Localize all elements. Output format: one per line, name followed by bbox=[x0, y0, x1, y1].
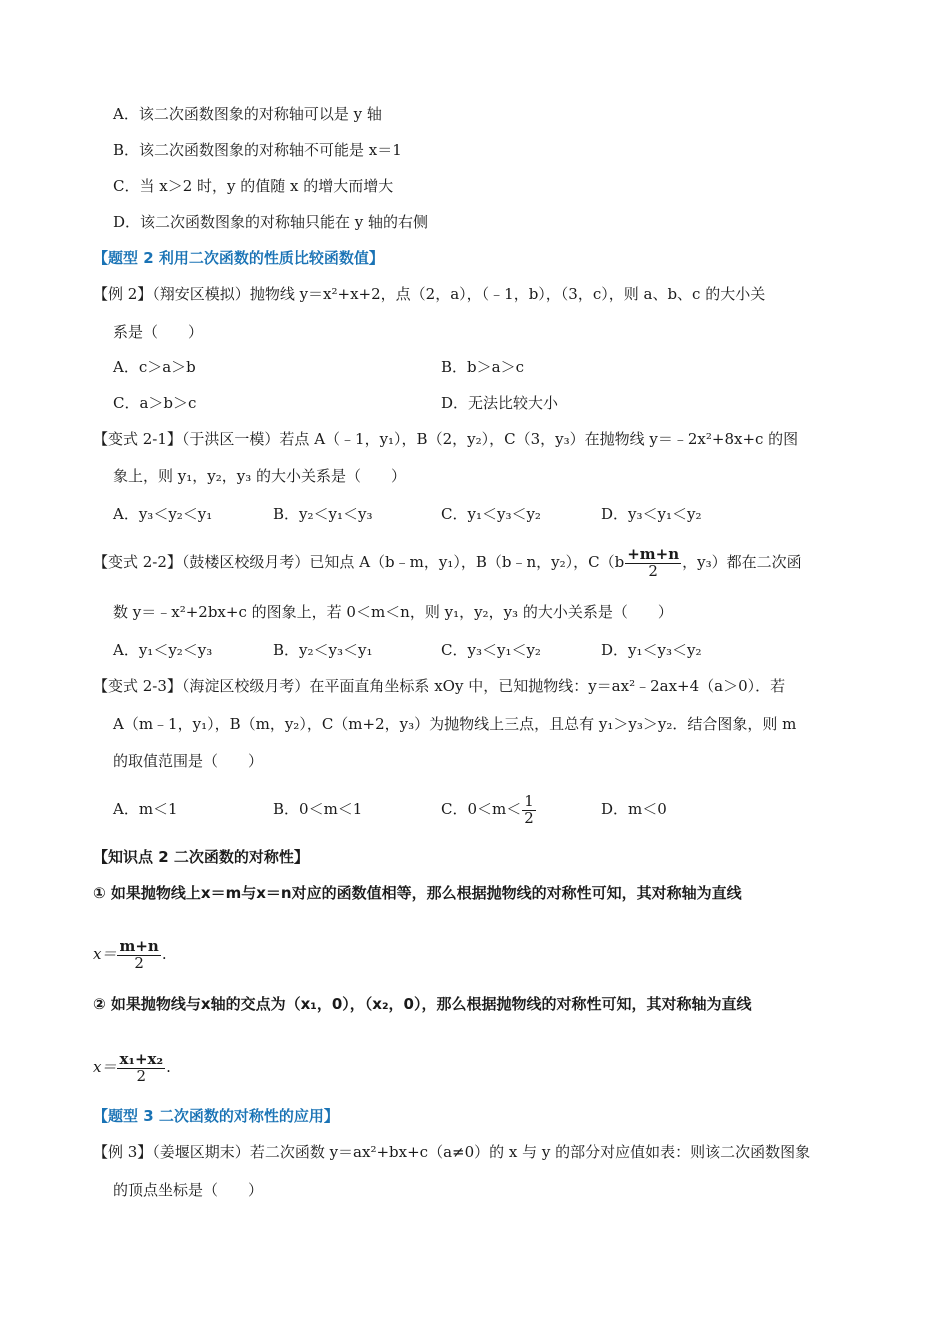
q1-option-a: A．该二次函数图象的对称轴可以是 y 轴 bbox=[113, 105, 382, 123]
v23-option-c-text: C．0＜m＜ bbox=[441, 800, 522, 818]
v23-option-a: A．m＜1 bbox=[113, 800, 178, 818]
v22-option-d: D．y₁＜y₃＜y₂ bbox=[601, 641, 702, 659]
v22-fraction bbox=[625, 544, 681, 580]
v22-option-b: B．y₂＜y₃＜y₁ bbox=[273, 641, 373, 659]
ex2-option-d: D．无法比较大小 bbox=[441, 394, 559, 412]
v23-option-b: B．0＜m＜1 bbox=[273, 800, 363, 818]
q1-option-c: C．当 x＞2 时，y 的值随 x 的增大而增大 bbox=[113, 177, 394, 195]
formula2-end: . bbox=[166, 1058, 171, 1076]
v22-stem-pre: 【变式 2-2】（鼓楼区校级月考）已知点 A（b﹣m，y₁），B（b﹣n，y₂），C（b bbox=[93, 553, 625, 571]
v22-stem-line1 bbox=[93, 540, 802, 584]
formula2-denominator: 2 bbox=[136, 1066, 147, 1085]
formula1-fraction bbox=[117, 936, 160, 972]
formula2-numerator: x₁+x₂ bbox=[119, 1049, 164, 1068]
formula1-end: . bbox=[161, 945, 167, 963]
v23-stem-line1: 【变式 2-3】（海淀区校级月考）在平面直角坐标系 xOy 中，已知抛物线：y＝ax²﹣2ax+4（a＞0）．若 bbox=[93, 677, 786, 695]
v21-option-d: D．y₃＜y₁＜y₂ bbox=[601, 505, 702, 523]
q1-option-b: B．该二次函数图象的对称轴不可能是 x＝1 bbox=[113, 141, 402, 159]
ex3-stem-line1: 【例 3】（姜堰区期末）若二次函数 y＝ax²+bx+c（a≠0）的 x 与 y 的部分对应值如表：则该二次函数图象 bbox=[93, 1143, 811, 1161]
knowledge2-point1: ① 如果抛物线上x＝m与x＝n对应的函数值相等，那么根据抛物线的对称性可知，其对称轴为直线 bbox=[93, 884, 742, 902]
formula1-denominator: 2 bbox=[134, 953, 144, 972]
v21-stem-line2: 象上，则 y₁，y₂，y₃ 的大小关系是（ ） bbox=[113, 467, 406, 485]
v22-option-c: C．y₃＜y₁＜y₂ bbox=[441, 641, 541, 659]
type2-heading: 【题型 2 利用二次函数的性质比较函数值】 bbox=[93, 249, 384, 267]
formula2-fraction bbox=[117, 1049, 165, 1085]
ex2-option-a: A．c＞a＞b bbox=[113, 358, 196, 376]
formula1-numerator: m+n bbox=[119, 936, 159, 955]
formula2-lhs: x＝ bbox=[93, 1058, 117, 1076]
knowledge2-point2: ② 如果抛物线与x轴的交点为（x₁，0），（x₂，0），那么根据抛物线的对称性可知，其对称轴为直线 bbox=[93, 995, 752, 1013]
ex2-option-b: B．b＞a＞c bbox=[441, 358, 524, 376]
v22-frac-numerator: +m+n bbox=[627, 544, 680, 563]
v23-option-c-fraction bbox=[522, 791, 536, 827]
q1-option-d: D．该二次函数图象的对称轴只能在 y 轴的右侧 bbox=[113, 213, 429, 231]
knowledge2-heading: 【知识点 2 二次函数的对称性】 bbox=[93, 848, 309, 866]
v21-option-c: C．y₁＜y₃＜y₂ bbox=[441, 505, 541, 523]
v23-c-numerator: 1 bbox=[524, 791, 534, 810]
v22-stem-post: ，y₃）都在二次函 bbox=[682, 553, 802, 571]
ex3-stem-line2: 的顶点坐标是（ ） bbox=[113, 1181, 264, 1199]
v22-option-a: A．y₁＜y₂＜y₃ bbox=[113, 641, 213, 659]
v21-option-a: A．y₃＜y₂＜y₁ bbox=[113, 505, 213, 523]
ex2-stem-line1: 【例 2】（翔安区模拟）抛物线 y＝x²+x+2，点（2，a），（﹣1，b），（3，c），则 a、b、c 的大小关 bbox=[93, 285, 766, 303]
type3-heading: 【题型 3 二次函数的对称性的应用】 bbox=[93, 1107, 339, 1125]
v23-stem-line2: A（m﹣1，y₁），B（m，y₂），C（m+2，y₃）为抛物线上三点，且总有 y₁＞y₃＞y₂．结合图象，则 m bbox=[113, 715, 797, 733]
ex2-option-c: C．a＞b＞c bbox=[113, 394, 197, 412]
v23-stem-line3: 的取值范围是（ ） bbox=[113, 752, 264, 770]
v23-c-denominator: 2 bbox=[524, 808, 534, 827]
v23-option-c bbox=[441, 786, 537, 832]
v23-option-d: D．m＜0 bbox=[601, 800, 667, 818]
v21-option-b: B．y₂＜y₁＜y₃ bbox=[273, 505, 373, 523]
ex2-stem-line2: 系是（ ） bbox=[113, 323, 204, 341]
formula1-lhs: x＝ bbox=[93, 945, 117, 963]
knowledge2-formula2 bbox=[93, 1043, 171, 1091]
v22-frac-denominator: 2 bbox=[648, 561, 658, 580]
v22-stem-line2: 数 y＝﹣x²+2bx+c 的图象上，若 0＜m＜n，则 y₁，y₂，y₃ 的大小关系是（ ） bbox=[113, 603, 673, 621]
knowledge2-formula1 bbox=[93, 930, 167, 978]
v21-stem-line1: 【变式 2-1】（于洪区一模）若点 A（﹣1，y₁），B（2，y₂），C（3，y₃）在抛物线 y＝﹣2x²+8x+c 的图 bbox=[93, 430, 799, 448]
